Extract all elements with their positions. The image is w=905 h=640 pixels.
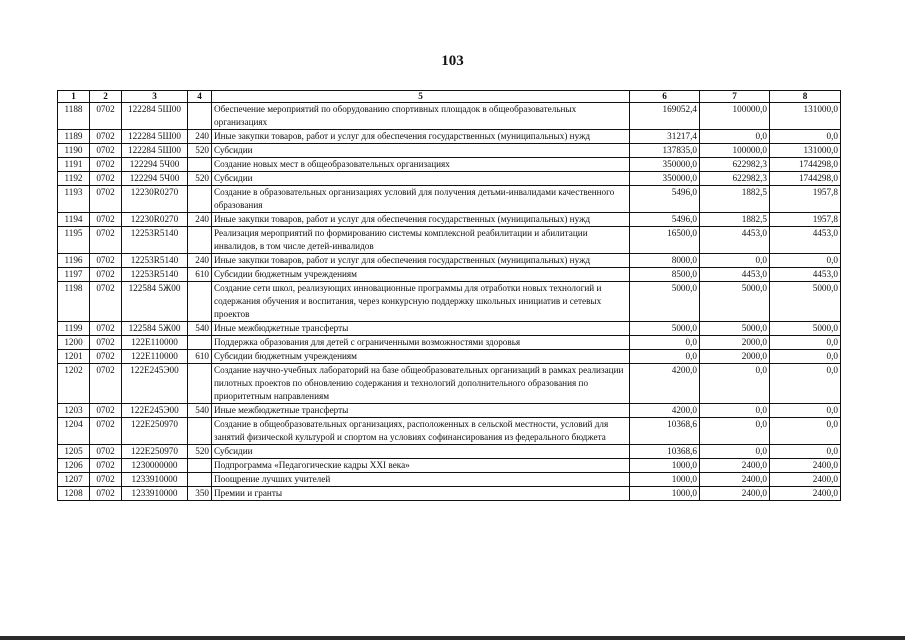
- expense-type-code: 520: [188, 144, 212, 158]
- expense-type-code: [188, 473, 212, 487]
- target-article-code: 1233910000: [122, 487, 188, 501]
- amount-year-2: 4453,0: [700, 227, 770, 254]
- amount-year-2: 0,0: [700, 130, 770, 144]
- target-article-code: 12230R0270: [122, 213, 188, 227]
- amount-year-1: 1000,0: [630, 473, 700, 487]
- row-number: 1199: [58, 322, 90, 336]
- target-article-code: 122584 5Ж00: [122, 282, 188, 322]
- target-article-code: 12253R5140: [122, 227, 188, 254]
- amount-year-2: 0,0: [700, 418, 770, 445]
- expense-type-code: 520: [188, 172, 212, 186]
- item-name: Субсидии: [212, 144, 630, 158]
- table-row: [58, 487, 841, 501]
- amount-year-1: 8500,0: [630, 268, 700, 282]
- expense-type-code: 240: [188, 213, 212, 227]
- row-number: 1198: [58, 282, 90, 322]
- target-article-code: 12230R0270: [122, 186, 188, 213]
- target-article-code: 122E110000: [122, 336, 188, 350]
- target-article-code: 122E245Э00: [122, 404, 188, 418]
- amount-year-1: 5000,0: [630, 322, 700, 336]
- table-row: [58, 445, 841, 459]
- target-article-code: 122284 5Ш00: [122, 103, 188, 130]
- amount-year-3: 0,0: [770, 445, 841, 459]
- expense-type-code: 240: [188, 130, 212, 144]
- row-number: 1204: [58, 418, 90, 445]
- amount-year-2: 5000,0: [700, 322, 770, 336]
- table-row: [58, 336, 841, 350]
- amount-year-1: 10368,6: [630, 418, 700, 445]
- amount-year-2: 2000,0: [700, 336, 770, 350]
- amount-year-3: 131000,0: [770, 144, 841, 158]
- page-number: 103: [441, 53, 464, 69]
- expense-type-code: [188, 364, 212, 404]
- amount-year-2: 2400,0: [700, 459, 770, 473]
- target-article-code: 1233910000: [122, 473, 188, 487]
- row-number: 1191: [58, 158, 90, 172]
- amount-year-2: 622982,3: [700, 158, 770, 172]
- table-row: [58, 404, 841, 418]
- amount-year-1: 4200,0: [630, 404, 700, 418]
- section-code: 0702: [90, 227, 122, 254]
- amount-year-1: 1000,0: [630, 487, 700, 501]
- row-number: 1193: [58, 186, 90, 213]
- section-code: 0702: [90, 322, 122, 336]
- amount-year-3: 4453,0: [770, 268, 841, 282]
- amount-year-2: 0,0: [700, 364, 770, 404]
- expense-type-code: 520: [188, 445, 212, 459]
- table-row: [58, 282, 841, 322]
- amount-year-3: 0,0: [770, 418, 841, 445]
- row-number: 1194: [58, 213, 90, 227]
- section-code: 0702: [90, 130, 122, 144]
- target-article-code: 122584 5Ж00: [122, 322, 188, 336]
- row-number: 1192: [58, 172, 90, 186]
- amount-year-1: 350000,0: [630, 158, 700, 172]
- item-name: Субсидии бюджетным учреждениям: [212, 350, 630, 364]
- target-article-code: 12253R5140: [122, 268, 188, 282]
- amount-year-3: 2400,0: [770, 473, 841, 487]
- target-article-code: 122284 5Ш00: [122, 130, 188, 144]
- target-article-code: 122E250970: [122, 445, 188, 459]
- expense-type-code: 350: [188, 487, 212, 501]
- expense-type-code: 540: [188, 322, 212, 336]
- amount-year-3: 5000,0: [770, 322, 841, 336]
- section-code: 0702: [90, 336, 122, 350]
- section-code: 0702: [90, 268, 122, 282]
- amount-year-1: 137835,0: [630, 144, 700, 158]
- item-name: Иные межбюджетные трансферты: [212, 404, 630, 418]
- row-number: 1200: [58, 336, 90, 350]
- table-row: [58, 130, 841, 144]
- item-name: Подпрограмма «Педагогические кадры XXI века»: [212, 459, 630, 473]
- amount-year-1: 0,0: [630, 336, 700, 350]
- amount-year-3: 0,0: [770, 130, 841, 144]
- item-name: Иные закупки товаров, работ и услуг для обеспечения государственных (муниципальных) нужд: [212, 254, 630, 268]
- amount-year-1: 4200,0: [630, 364, 700, 404]
- item-name: Реализация мероприятий по формированию системы комплексной реабилитации и абилитации инвалидов, в том числе детей-инвалидов: [212, 227, 630, 254]
- section-code: 0702: [90, 473, 122, 487]
- section-code: 0702: [90, 172, 122, 186]
- row-number: 1205: [58, 445, 90, 459]
- amount-year-2: 0,0: [700, 445, 770, 459]
- column-header: 6: [630, 91, 700, 103]
- column-header: 3: [122, 91, 188, 103]
- item-name: Иные закупки товаров, работ и услуг для обеспечения государственных (муниципальных) нужд: [212, 130, 630, 144]
- amount-year-2: 2000,0: [700, 350, 770, 364]
- amount-year-2: 622982,3: [700, 172, 770, 186]
- budget-table: [57, 90, 841, 501]
- amount-year-3: 0,0: [770, 350, 841, 364]
- expense-type-code: [188, 336, 212, 350]
- table-row: [58, 254, 841, 268]
- amount-year-2: 2400,0: [700, 487, 770, 501]
- column-header: 1: [58, 91, 90, 103]
- section-code: 0702: [90, 158, 122, 172]
- amount-year-3: 1744298,0: [770, 172, 841, 186]
- item-name: Иные закупки товаров, работ и услуг для обеспечения государственных (муниципальных) нужд: [212, 213, 630, 227]
- item-name: Поощрение лучших учителей: [212, 473, 630, 487]
- amount-year-2: 4453,0: [700, 268, 770, 282]
- amount-year-2: 0,0: [700, 254, 770, 268]
- row-number: 1188: [58, 103, 90, 130]
- section-code: 0702: [90, 418, 122, 445]
- target-article-code: 122294 5Ч00: [122, 172, 188, 186]
- column-header: 5: [212, 91, 630, 103]
- target-article-code: 122E110000: [122, 350, 188, 364]
- expense-type-code: [188, 418, 212, 445]
- item-name: Субсидии: [212, 172, 630, 186]
- expense-type-code: [188, 227, 212, 254]
- item-name: Создание сети школ, реализующих инновационные программы для отработки новых технологий и содержания обучения и воспитания, через конкурсную поддержку школьных инициатив и сетевых проектов: [212, 282, 630, 322]
- table-row: [58, 186, 841, 213]
- item-name: Субсидии бюджетным учреждениям: [212, 268, 630, 282]
- amount-year-3: 1957,8: [770, 213, 841, 227]
- item-name: Создание в общеобразовательных организациях, расположенных в сельской местности, условий для занятий физической культурой и спортом на условиях софинансирования из федерального бюджета: [212, 418, 630, 445]
- table-row: [58, 144, 841, 158]
- section-code: 0702: [90, 103, 122, 130]
- section-code: 0702: [90, 186, 122, 213]
- section-code: 0702: [90, 350, 122, 364]
- row-number: 1206: [58, 459, 90, 473]
- table-row: [58, 459, 841, 473]
- section-code: 0702: [90, 254, 122, 268]
- section-code: 0702: [90, 487, 122, 501]
- row-number: 1190: [58, 144, 90, 158]
- section-code: 0702: [90, 144, 122, 158]
- table-row: [58, 227, 841, 254]
- amount-year-3: 0,0: [770, 336, 841, 350]
- row-number: 1202: [58, 364, 90, 404]
- section-code: 0702: [90, 459, 122, 473]
- amount-year-1: 31217,4: [630, 130, 700, 144]
- item-name: Поддержка образования для детей с ограниченными возможностями здоровья: [212, 336, 630, 350]
- expense-type-code: [188, 158, 212, 172]
- target-article-code: 122E250970: [122, 418, 188, 445]
- amount-year-3: 0,0: [770, 404, 841, 418]
- item-name: Создание научно-учебных лабораторий на базе общеобразовательных организаций в рамках реализации пилотных проектов по обновлению содержания и технологий дополнительного образования по приоритетным направлениям: [212, 364, 630, 404]
- amount-year-2: 100000,0: [700, 103, 770, 130]
- row-number: 1207: [58, 473, 90, 487]
- table-row: [58, 213, 841, 227]
- amount-year-2: 5000,0: [700, 282, 770, 322]
- row-number: 1195: [58, 227, 90, 254]
- table-row: [58, 103, 841, 130]
- amount-year-3: 1744298,0: [770, 158, 841, 172]
- table-row: [58, 473, 841, 487]
- expense-type-code: [188, 282, 212, 322]
- expense-type-code: 240: [188, 254, 212, 268]
- item-name: Премии и гранты: [212, 487, 630, 501]
- expense-type-code: [188, 186, 212, 213]
- page-edge-shadow: [0, 636, 905, 640]
- amount-year-3: 4453,0: [770, 227, 841, 254]
- amount-year-2: 1882,5: [700, 186, 770, 213]
- expense-type-code: 540: [188, 404, 212, 418]
- target-article-code: 122294 5Ч00: [122, 158, 188, 172]
- amount-year-2: 100000,0: [700, 144, 770, 158]
- row-number: 1197: [58, 268, 90, 282]
- target-article-code: 1230000000: [122, 459, 188, 473]
- row-number: 1203: [58, 404, 90, 418]
- table-row: [58, 172, 841, 186]
- table-header-row: [58, 91, 841, 103]
- item-name: Иные межбюджетные трансферты: [212, 322, 630, 336]
- amount-year-3: 0,0: [770, 254, 841, 268]
- target-article-code: 12253R5140: [122, 254, 188, 268]
- amount-year-2: 1882,5: [700, 213, 770, 227]
- item-name: Субсидии: [212, 445, 630, 459]
- target-article-code: 122284 5Ш00: [122, 144, 188, 158]
- table-row: [58, 364, 841, 404]
- amount-year-3: 131000,0: [770, 103, 841, 130]
- table-row: [58, 418, 841, 445]
- row-number: 1189: [58, 130, 90, 144]
- amount-year-1: 16500,0: [630, 227, 700, 254]
- section-code: 0702: [90, 213, 122, 227]
- amount-year-3: 2400,0: [770, 459, 841, 473]
- amount-year-2: 2400,0: [700, 473, 770, 487]
- amount-year-1: 1000,0: [630, 459, 700, 473]
- section-code: 0702: [90, 282, 122, 322]
- expense-type-code: [188, 103, 212, 130]
- table-row: [58, 322, 841, 336]
- target-article-code: 122E245Э00: [122, 364, 188, 404]
- item-name: Обеспечение мероприятий по оборудованию спортивных площадок в общеобразовательных организациях: [212, 103, 630, 130]
- column-header: 8: [770, 91, 841, 103]
- row-number: 1196: [58, 254, 90, 268]
- amount-year-1: 350000,0: [630, 172, 700, 186]
- column-header: 7: [700, 91, 770, 103]
- column-header: 4: [188, 91, 212, 103]
- amount-year-3: 5000,0: [770, 282, 841, 322]
- row-number: 1208: [58, 487, 90, 501]
- amount-year-1: 5000,0: [630, 282, 700, 322]
- item-name: Создание в образовательных организациях условий для получения детьми-инвалидами качественного образования: [212, 186, 630, 213]
- amount-year-1: 5496,0: [630, 186, 700, 213]
- amount-year-1: 169052,4: [630, 103, 700, 130]
- expense-type-code: [188, 459, 212, 473]
- section-code: 0702: [90, 404, 122, 418]
- expense-type-code: 610: [188, 350, 212, 364]
- amount-year-2: 0,0: [700, 404, 770, 418]
- column-header: 2: [90, 91, 122, 103]
- expense-type-code: 610: [188, 268, 212, 282]
- section-code: 0702: [90, 445, 122, 459]
- amount-year-1: 5496,0: [630, 213, 700, 227]
- table-row: [58, 268, 841, 282]
- item-name: Создание новых мест в общеобразовательных организациях: [212, 158, 630, 172]
- amount-year-1: 8000,0: [630, 254, 700, 268]
- amount-year-3: 2400,0: [770, 487, 841, 501]
- amount-year-3: 0,0: [770, 364, 841, 404]
- amount-year-1: 0,0: [630, 350, 700, 364]
- table-row: [58, 350, 841, 364]
- row-number: 1201: [58, 350, 90, 364]
- amount-year-3: 1957,8: [770, 186, 841, 213]
- section-code: 0702: [90, 364, 122, 404]
- amount-year-1: 10368,6: [630, 445, 700, 459]
- table-row: [58, 158, 841, 172]
